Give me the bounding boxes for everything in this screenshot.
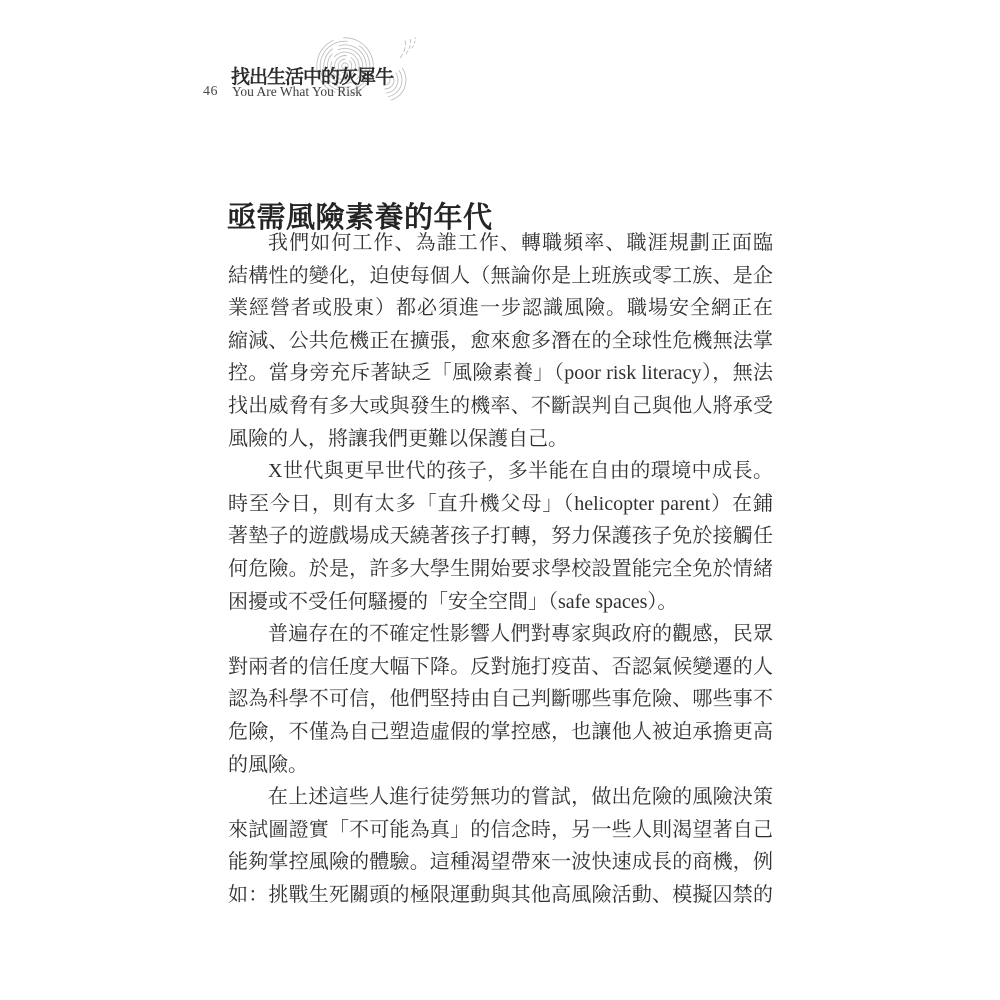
text-line: 的風險。 [228,753,308,776]
text-line: 能夠掌控風險的體驗。這種渴望帶來一波快速成長的商機，例 [228,851,773,874]
text-line: X世代與更早世代的孩子，多半能在自由的環境中成長。 [268,460,773,483]
text-line: 結構性的變化，迫使每個人（無論你是上班族或零工族、是企 [228,264,773,287]
body-text [228,227,773,911]
text-line: 業經營者或股東）都必須進一步認識風險。職場安全網正在 [228,297,773,320]
text-line: 如：挑戰生死關頭的極限運動與其他高風險活動、模擬囚禁的 [228,883,773,906]
page-number: 46 [203,84,218,99]
text-line: 縮減、公共危機正在擴張，愈來愈多潛在的全球性危機無法掌 [228,329,773,352]
text-line: 認為科學不可信，他們堅持由自己判斷哪些事危險、哪些事不 [228,688,773,711]
text-line: 普遍存在的不確定性影響人們對專家與政府的觀感，民眾 [268,623,773,646]
book-title: 找出生活中的灰犀牛 [231,67,394,88]
text-line: 控。當身旁充斥著缺乏「風險素養」（poor risk literacy），無法 [228,362,773,385]
text-line: 時至今日，則有太多「直升機父母」（helicopter parent）在鋪 [228,492,773,515]
text-line: 風險的人，將讓我們更難以保護自己。 [228,427,568,450]
text-line: 找出威脅有多大或與發生的機率、不斷誤判自己與他人將承受 [228,394,773,417]
text-line: 危險，不僅為自己塑造虛假的掌控感，也讓他人被迫承擔更高 [228,720,773,743]
text-line: 困擾或不受任何騷擾的「安全空間」（safe spaces）。 [228,590,678,613]
book-subtitle: You Are What You Risk [232,84,363,99]
text-line: 對兩者的信任度大幅下降。反對施打疫苗、否認氣候變遷的人 [228,655,773,678]
text-line: 來試圖證實「不可能為真」的信念時，另一些人則渴望著自己 [228,818,773,841]
text-line: 著墊子的遊戲場成天繞著孩子打轉，努力保護孩子免於接觸任 [228,525,773,548]
section-heading: 亟需風險素養的年代 [227,202,493,235]
text-line: 在上述這些人進行徒勞無功的嘗試，做出危險的風險決策 [268,786,773,809]
text-line: 我們如何工作、為誰工作、轉職頻率、職涯規劃正面臨 [268,232,773,254]
text-line: 何危險。於是，許多大學生開始要求學校設置能完全免於情緒 [228,557,773,580]
